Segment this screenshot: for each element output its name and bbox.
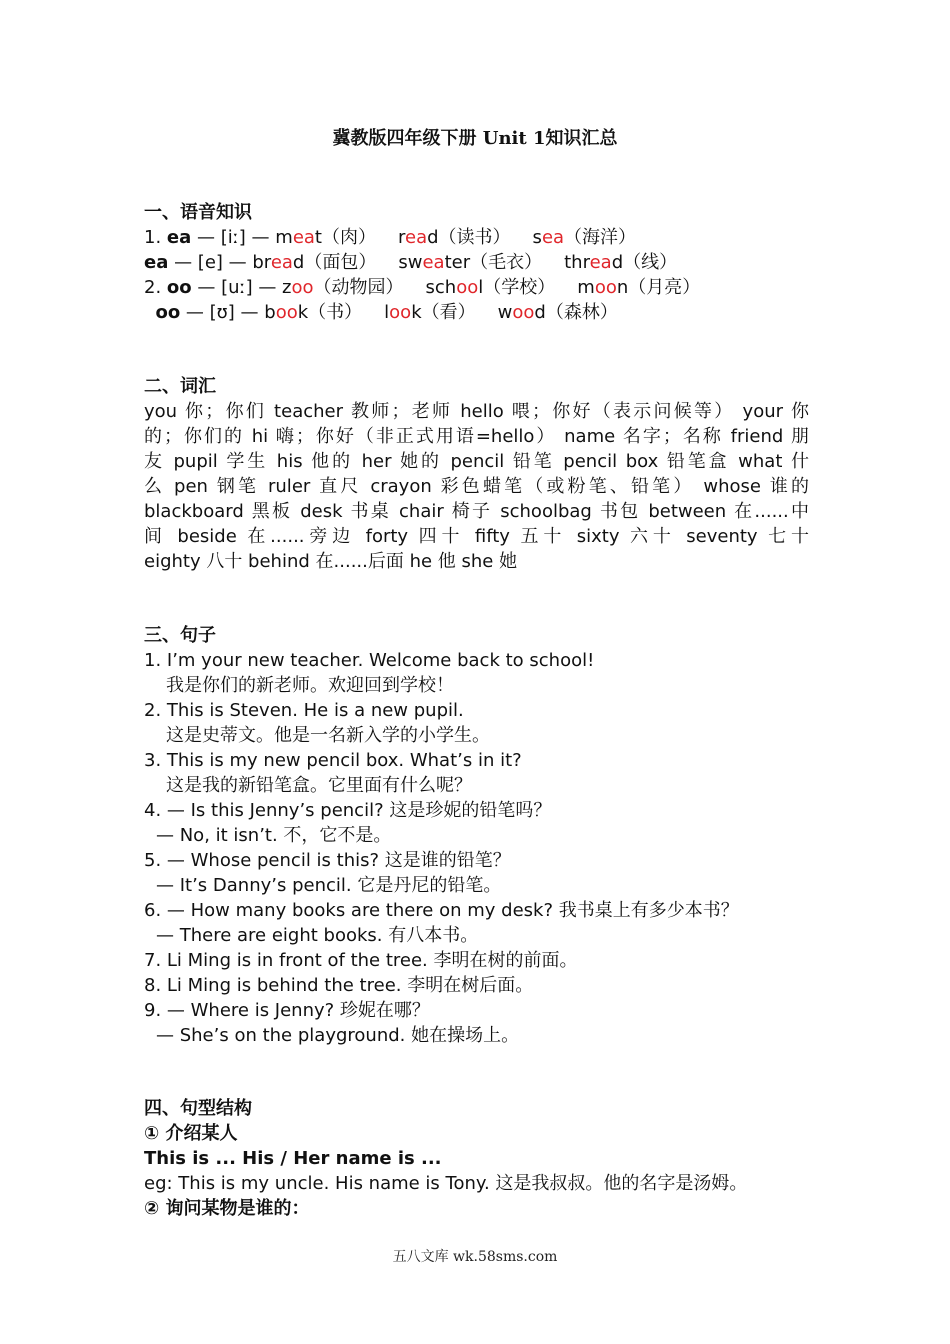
sentence-line: 3. This is my new pencil box. What’s in it?: [144, 750, 522, 771]
sentence-line: 这是我的新铅笔盒。它里面有什么呢？: [166, 775, 472, 796]
phonics-line: [144, 300, 809, 325]
sentence-line: 9. — Where is Jenny? 珍妮在哪？: [144, 1000, 430, 1021]
phonics-line: [144, 225, 809, 250]
phonics-highlight: ea: [589, 252, 612, 273]
sentence-line: 7. Li Ming is in front of the tree. 李明在树的前面。: [144, 950, 578, 971]
phonics-word-part: k（看）: [411, 302, 476, 323]
sentence-line: 6. — How many books are there on my desk? 我书桌上有多少本书？: [144, 900, 739, 921]
phonics-word-part: m: [275, 227, 293, 248]
phonics-prefix: 2.: [144, 277, 167, 298]
phonics-word-part: m: [577, 277, 595, 298]
phonics-highlight: oo: [275, 302, 298, 323]
phonics-line: [144, 250, 809, 275]
phonics-word-part: sch: [425, 277, 457, 298]
phonics-example-word: [398, 227, 511, 248]
sentence-line: 我是你们的新老师。欢迎回到学校！: [166, 675, 454, 696]
phonics-key: oo: [166, 277, 192, 298]
phonics-line: [144, 275, 809, 300]
phonics-example-word: [384, 302, 475, 323]
phonics-example-word: [577, 277, 700, 298]
phonics-highlight: ea: [270, 252, 293, 273]
phonics-word-part: z: [282, 277, 292, 298]
phonics-highlight: ea: [292, 227, 315, 248]
phonics-example-word: [275, 227, 376, 248]
phonics-highlight: oo: [389, 302, 412, 323]
sentence-line: 5. — Whose pencil is this? 这是谁的铅笔？: [144, 850, 511, 871]
phonics-word-part: d（读书）: [427, 227, 511, 248]
vocab-line: 友 pupil 学生 his 他的 her 她的 pencil 铅笔 pencil box 铅笔盒 what 什: [144, 451, 809, 472]
phonics-word-part: （动物园）: [313, 277, 404, 298]
sentence-line: 4. — Is this Jenny’s pencil? 这是珍妮的铅笔吗？: [144, 800, 552, 821]
footer-watermark: 五八文库 wk.58sms.com: [392, 1249, 558, 1265]
phonics-word-part: d（线）: [611, 252, 678, 273]
phonics-word-part: sw: [398, 252, 423, 273]
phonics-example-word: [398, 252, 542, 273]
phonics-example-word: [498, 302, 618, 323]
structure-subheading-2: ② 询问某物是谁的：: [144, 1198, 310, 1219]
vocab-line: 的；你们的 hi 嗨；你好（非正式用语=hello） name 名字；名称 friend 朋: [144, 426, 809, 447]
phonics-key: ea: [144, 252, 169, 273]
sentence-line: 这是史蒂文。他是一名新入学的小学生。: [166, 725, 490, 746]
phonics-highlight: ea: [422, 252, 445, 273]
sentence-line: 8. Li Ming is behind the tree. 李明在树后面。: [144, 975, 534, 996]
phonics-example-word: [264, 302, 362, 323]
phonics-word-part: w: [497, 302, 513, 323]
phonics-example-word: [564, 252, 677, 273]
sentence-lines: [144, 648, 809, 1048]
phonics-example-word: [426, 277, 556, 298]
phonics-word-part: l（学校）: [478, 277, 556, 298]
phonics-word-part: r: [397, 227, 405, 248]
vocab-line: you 你；你们 teacher 教师；老师 hello 喂；你好（表示问候等） your 你: [144, 401, 809, 422]
phonics-ipa: — [iː] —: [191, 227, 276, 248]
phonics-word-part: t（肉）: [314, 227, 376, 248]
vocab-line: blackboard 黑板 desk 书桌 chair 椅子 schoolbag 书包 between 在......中: [144, 501, 809, 522]
vocab-line: 么 pen 钢笔 ruler 直尺 crayon 彩色蜡笔（或粉笔、铅笔） whose 谁的: [144, 476, 809, 497]
vocab-line: 间 beside 在......旁边 forty 四十 fifty 五十 sixty 六十 seventy 七十: [144, 526, 809, 547]
structure-heading: 四、句型结构: [144, 1098, 252, 1119]
phonics-ipa: — [ʊ] —: [180, 302, 265, 323]
phonics-highlight: ea: [541, 227, 565, 248]
phonics-heading: 一、语音知识: [144, 202, 252, 223]
phonics-ipa: — [uː] —: [191, 277, 283, 298]
phonics-word-part: thr: [564, 252, 590, 273]
sentences-section: [144, 623, 809, 1048]
phonics-key: ea: [166, 227, 192, 248]
phonics-example-word: [282, 277, 403, 298]
sentence-line: — No, it isn’t. 不，它不是。: [156, 825, 392, 846]
phonics-word-part: d（面包）: [292, 252, 377, 273]
phonics-prefix: [144, 302, 155, 323]
structure-pattern-1: This is ... His / Her name is ...: [144, 1148, 442, 1169]
vocab-section: [144, 374, 809, 574]
structure-section: [144, 1096, 809, 1221]
sentence-line: — There are eight books. 有八本书。: [156, 925, 479, 946]
phonics-word-part: b: [264, 302, 276, 323]
vocab-heading: 二、词汇: [144, 376, 216, 397]
sentence-line: — She’s on the playground. 她在操场上。: [156, 1025, 520, 1046]
phonics-highlight: oo: [512, 302, 535, 323]
vocab-line: eighty 八十 behind 在......后面 he 他 she 她: [144, 551, 518, 572]
phonics-section: [144, 200, 809, 325]
structure-subheading-1: ① 介绍某人: [144, 1123, 238, 1144]
phonics-highlight: ea: [405, 227, 428, 248]
phonics-key: oo: [155, 302, 181, 323]
sentence-line: 2. This is Steven. He is a new pupil.: [144, 700, 464, 721]
phonics-word-part: l: [384, 302, 390, 323]
structure-example-1: eg: This is my uncle. His name is Tony. 这是我叔叔。他的名字是汤姆。: [144, 1173, 748, 1194]
sentence-line: 1. I’m your new teacher. Welcome back to school!: [144, 650, 595, 671]
phonics-prefix: 1.: [144, 227, 167, 248]
phonics-example-word: [252, 252, 376, 273]
phonics-ipa: — [e] —: [168, 252, 253, 273]
phonics-word-part: br: [252, 252, 271, 273]
phonics-word-part: d（森林）: [534, 302, 618, 323]
phonics-word-part: k（书）: [297, 302, 363, 323]
phonics-highlight: oo: [456, 277, 479, 298]
sentence-line: — It’s Danny’s pencil. 它是丹尼的铅笔。: [156, 875, 502, 896]
phonics-word-part: s: [532, 227, 542, 248]
phonics-word-part: （海洋）: [564, 227, 637, 248]
phonics-word-part: n（月亮）: [616, 277, 701, 298]
phonics-word-part: ter（毛衣）: [444, 252, 543, 273]
phonics-highlight: oo: [291, 277, 314, 298]
phonics-highlight: oo: [594, 277, 617, 298]
phonics-lines: [144, 225, 809, 325]
phonics-example-word: [533, 227, 637, 248]
page-title: 冀教版四年级下册 Unit 1知识汇总: [332, 128, 618, 149]
sentences-heading: 三、句子: [144, 625, 216, 646]
